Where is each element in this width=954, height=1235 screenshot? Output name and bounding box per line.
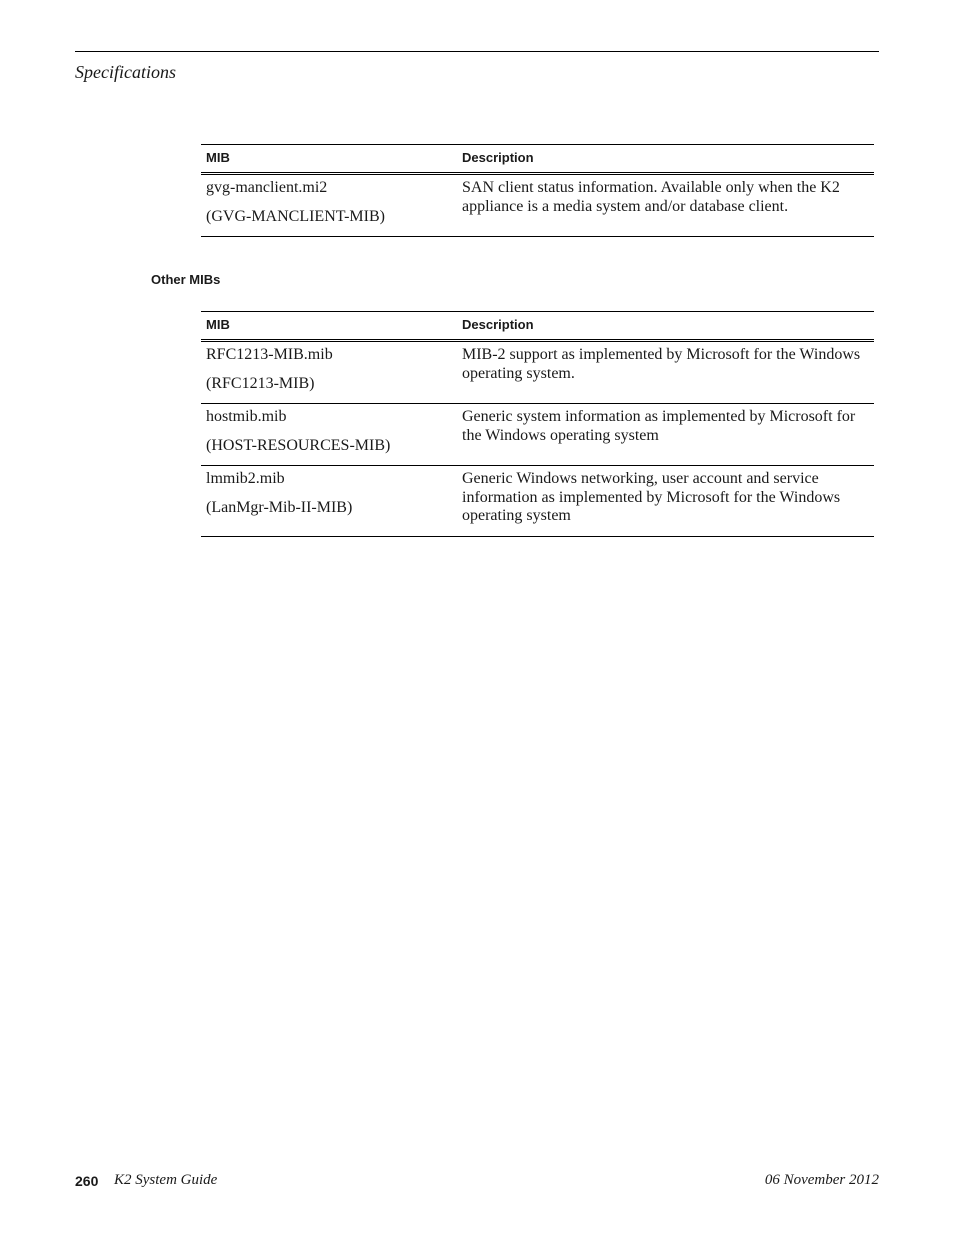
top-rule: [75, 51, 879, 52]
table-row: [201, 466, 874, 537]
mib-table-other: [201, 311, 874, 537]
column-header-description: Description: [457, 312, 874, 341]
column-header-mib: MIB: [201, 312, 457, 341]
mib-file: lmmib2.mib: [206, 470, 285, 487]
publication-date: 06 November 2012: [764, 1172, 879, 1188]
mib-table-gvg: [201, 144, 874, 237]
table-header-row: [201, 145, 874, 174]
column-header-mib: MIB: [201, 145, 457, 174]
mib-name: (RFC1213-MIB): [206, 374, 315, 392]
mib-name: (HOST-RESOURCES-MIB): [206, 436, 391, 454]
table-header-row: [201, 312, 874, 341]
description-cell: Generic system information as implemented by Microsoft for the Windows operating system: [457, 404, 874, 466]
table-row: [201, 174, 874, 237]
mib-file: hostmib.mib: [206, 408, 287, 425]
description-cell: MIB-2 support as implemented by Microsoft for the Windows operating system.: [457, 341, 874, 404]
mib-cell: [201, 341, 457, 404]
table-row: [201, 341, 874, 404]
mib-file: RFC1213-MIB.mib: [206, 346, 333, 363]
mib-name: (GVG-MANCLIENT-MIB): [206, 207, 385, 225]
mib-cell: [201, 404, 457, 466]
mib-name: (LanMgr-Mib-II-MIB): [206, 498, 353, 516]
section-header: Specifications: [75, 62, 176, 82]
table-row: [201, 404, 874, 466]
other-mibs-heading: Other MIBs: [151, 272, 221, 287]
column-header-description: Description: [457, 145, 874, 174]
mib-file: gvg-manclient.mi2: [206, 179, 328, 196]
guide-title: K2 System Guide: [114, 1172, 218, 1188]
mib-cell: [201, 466, 457, 537]
description-cell: Generic Windows networking, user account and service information as implemented by Microsoft for the Windows operating system: [457, 466, 874, 537]
description-cell: SAN client status information. Available only when the K2 appliance is a media system and/or database client.: [457, 174, 874, 237]
page-number: 260: [75, 1173, 99, 1189]
mib-cell: [201, 174, 457, 237]
